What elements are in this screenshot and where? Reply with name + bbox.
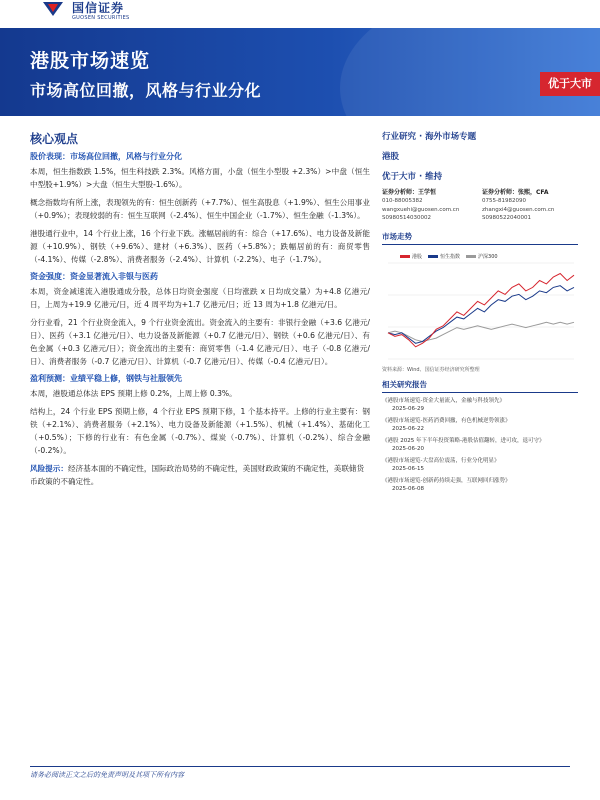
related-report-date: 2025-06-20	[392, 445, 424, 452]
legend-swatch-0	[400, 255, 410, 258]
report-market: 港股	[382, 152, 400, 162]
series-line-2	[388, 322, 574, 341]
analyst-email[interactable]: zhangxi4@guosen.com.cn	[482, 206, 555, 213]
paragraph-eps-structure: 结构上，24 个行业 EPS 预期上修，4 个行业 EPS 预期下修，1 个基本持平。上修的行业主要有：钢铁（+2.1%）、消费者服务（+2.1%）、电力设备及新能源（+1.5%）、机械（+1.4%）、基础化工（+0.5%）；下修的行业有：有色金属（-0.7%）、煤炭（-0.7%）、计算机（-0.2%）、综合金融（-0.2%）。	[30, 407, 370, 455]
related-reports-list	[382, 397, 578, 493]
paragraph-eps-total: 本周，港股通总体法 EPS 预期上修 0.2%，上周上修 0.3%。	[30, 389, 237, 398]
report-category: 行业研究 · 海外市场专题	[382, 132, 477, 142]
paragraph-industry: 港股通行业中，14 个行业上涨，16 个行业下跌。涨幅居前的有：综合（+17.6%）、电力设备及新能源（+10.9%）、钢铁（+9.6%）、建材（+6.3%）、医药（+5.8%）；跌幅居前的有：商贸零售（-4.1%）、传媒（-2.8%）、消费者服务（-2.4%）、计算机（-2.2%）、电子（-1.7%）。	[30, 229, 370, 264]
related-report[interactable]	[382, 477, 578, 493]
paragraph-index: 本周，恒生指数跌 1.5%，恒生科技跌 2.3%。风格方面，小盘（恒生小型股 +2.3%）>中盘（恒生中型股+1.9%）>大盘（恒生大型股-1.6%）。	[30, 167, 370, 189]
core-views-heading: 核心观点	[30, 132, 79, 146]
related-report-title: 《港股市场速览-医药消费回撤，有色机械逆势领涨》	[382, 417, 511, 424]
logo-en-name: GUOSEN SECURITIES	[72, 14, 130, 21]
analyst-phone: 0755-81982090	[482, 198, 526, 204]
related-report[interactable]	[382, 397, 578, 413]
analyst-cert: S0980522040001	[482, 215, 531, 221]
analyst-name: 证券分析师：王学恒	[382, 189, 437, 196]
analyst-block	[382, 187, 578, 223]
risk-text: 经济基本面的不确定性，国际政治局势的不确定性，美国财政政策的不确定性，美联储货币政策的不确定性。	[30, 464, 365, 486]
paragraph-concept: 概念指数均有所上涨，表现领先的有：恒生创新药（+7.7%）、恒生高股息（+1.9%）、恒生公用事业（+0.9%）；表现较弱的有：恒生互联网（-2.4%）、恒生中国企业（-1.7%）、恒生金融（-1.3%）。	[30, 198, 370, 220]
market-trend-chart	[382, 247, 578, 365]
legend-label-2: 沪深300	[478, 253, 498, 260]
legend-swatch-2	[466, 255, 476, 258]
analyst-name: 证券分析师：张熙，CFA	[482, 189, 549, 196]
legend-item	[428, 253, 460, 260]
legend-swatch-1	[428, 255, 438, 258]
report-title: 港股市场速览	[30, 50, 151, 72]
analyst-2	[482, 187, 578, 223]
related-report-date: 2025-06-29	[392, 405, 424, 412]
title-banner	[0, 28, 600, 116]
related-report-title: 《港股 2025 年下半年投资策略-港股估值翻转，进可攻，退可守》	[382, 437, 545, 444]
rating-badge: 优于大市	[540, 72, 600, 96]
topic-earnings: 盈利预测：业绩平稳上修，钢铁与社服领先	[30, 374, 182, 383]
market-trend-heading: 市场走势	[382, 231, 578, 245]
topic-price: 股价表现：市场高位回撤，风格与行业分化	[30, 152, 182, 161]
analyst-cert: S0980514030002	[382, 215, 431, 221]
paragraph-fund-industry: 分行业看，21 个行业资金流入，9 个行业资金流出。资金流入的主要有：非银行金融（+3.6 亿港元/日）、医药（+3.1 亿港元/日）、电力设备及新能源（+0.7 亿港元/日）、钢铁（+0.6 亿港元/日）、有色金属（+0.3 亿港元/日）；资金流出的主要有：商贸零售（-1.4 亿港元/日）、电子（-0.8 亿港元/日）、消费者服务（-0.7 亿港元/日）、计算机（-0.7 亿港元/日）、传媒（-0.4 亿港元/日）。	[30, 318, 370, 366]
trend-svg	[382, 247, 578, 365]
related-report-title: 《港股市场速览-大盘高位震荡，行业分化明显》	[382, 457, 500, 464]
report-rating: 优于大市 · 维持	[382, 172, 443, 182]
chart-legend	[400, 253, 498, 260]
core-views-column	[30, 130, 370, 488]
legend-item	[400, 253, 422, 260]
related-reports-heading: 相关研究报告	[382, 379, 578, 393]
risk-label: 风险提示：	[30, 464, 68, 473]
analyst-email[interactable]: wangxuehi@guosen.com.cn	[382, 206, 460, 213]
footer-divider	[30, 766, 570, 767]
related-report[interactable]	[382, 437, 578, 453]
related-report-title: 《港股市场速览-资金大量流入，金融与科技领先》	[382, 397, 505, 404]
related-report-date: 2025-06-15	[392, 465, 424, 472]
sidebar-column	[382, 130, 578, 497]
topic-funds: 资金强度：资金显著流入非银与医药	[30, 272, 158, 281]
report-subtitle: 市场高位回撤，风格与行业分化	[30, 81, 262, 100]
related-report[interactable]	[382, 417, 578, 433]
analyst-phone: 010-88005382	[382, 198, 423, 204]
logo-mark-icon	[40, 2, 66, 20]
disclaimer-footer: 请务必阅读正文之后的免责声明及其项下所有内容	[30, 771, 184, 779]
risk-warning	[30, 462, 370, 488]
related-report-title: 《港股市场速览-创新药持续走强，互联网回归涨势》	[382, 477, 511, 484]
legend-item	[466, 253, 498, 260]
analyst-1	[382, 187, 478, 223]
related-report-date: 2025-06-08	[392, 485, 424, 492]
company-logo	[40, 0, 130, 22]
paragraph-fund-strength: 本周，资金减速流入港股通成分股，总体日均资金强度（日均涨跌 x 日均成交量）为+4.8 亿港元/日，上周为+19.9 亿港元/日，近 4 周平均为+1.7 亿港元/日；近 13 周为+1.8 亿港元/日。	[30, 287, 370, 309]
legend-label-0: 港股	[412, 253, 423, 260]
chart-source: 资料来源：Wind、国信证券经济研究所整理	[382, 366, 480, 373]
related-report[interactable]	[382, 457, 578, 473]
related-report-date: 2025-06-22	[392, 425, 424, 432]
series-line-1	[388, 285, 574, 343]
legend-label-1: 恒生指数	[440, 253, 461, 260]
logo-cn-name: 国信证券	[72, 0, 125, 15]
